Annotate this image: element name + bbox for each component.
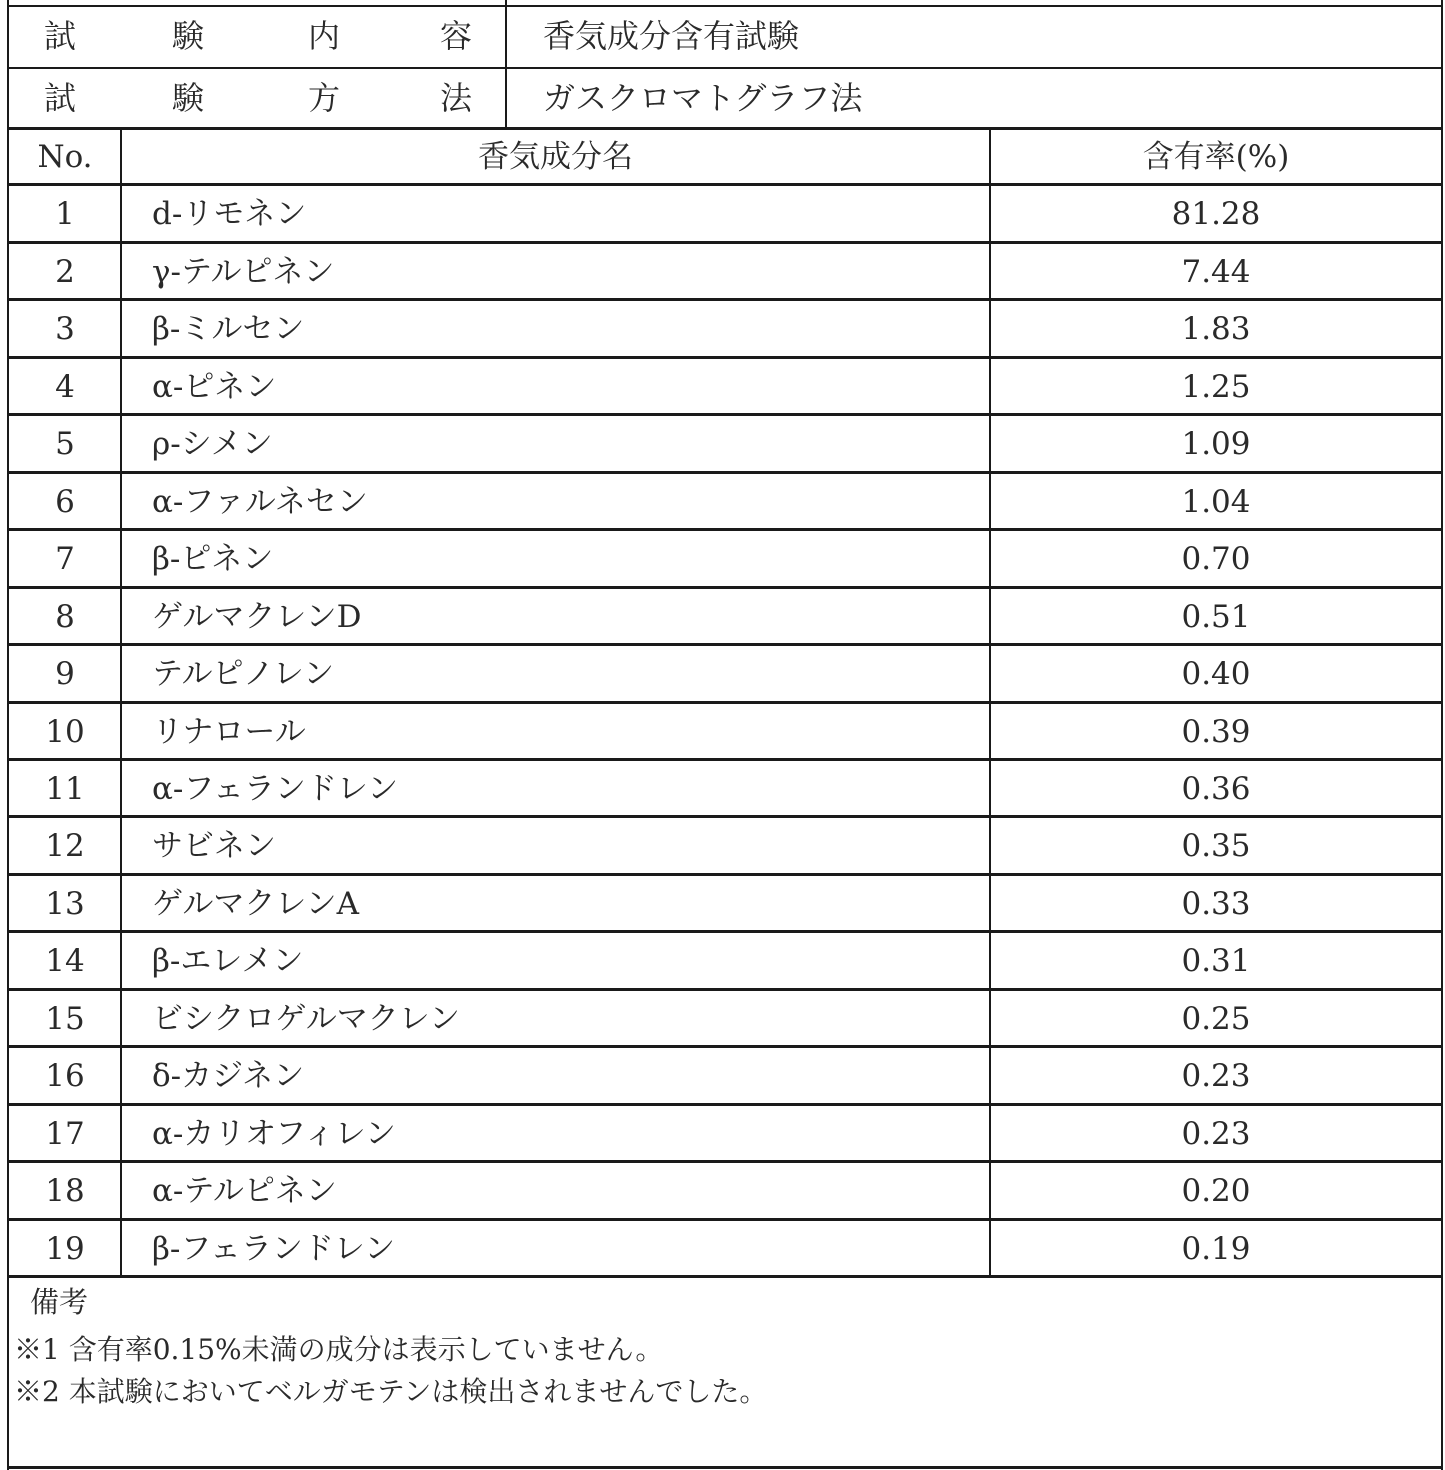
row-number: 19 [45, 1231, 85, 1267]
table-row-border [7, 1160, 1443, 1163]
component-name: α-フェランドレン [152, 771, 399, 807]
table-column-divider [120, 127, 122, 1277]
row-number: 15 [45, 1001, 85, 1037]
table-row-border [7, 413, 1443, 416]
component-name: リナロール [152, 714, 306, 750]
remark-note: ※1 含有率0.15%未満の成分は表示していません。 [14, 1333, 664, 1366]
column-header-percent: 含有率(%) [1142, 139, 1290, 175]
content-percent: 0.23 [1181, 1116, 1251, 1152]
table-bottom-border [7, 1466, 1443, 1469]
table-row-border [7, 183, 1443, 186]
row-number: 7 [55, 541, 75, 577]
table-row-border [7, 298, 1443, 301]
test-content-label-char: 容 [440, 17, 473, 55]
component-name: ゲルマクレンA [152, 886, 359, 922]
remarks-title: 備考 [30, 1285, 89, 1319]
table-row-border [7, 643, 1443, 646]
component-name: δ-カジネン [152, 1058, 305, 1094]
test-method-label-char: 方 [308, 79, 341, 117]
table-row-border [7, 930, 1443, 933]
table-row-border [7, 356, 1443, 359]
content-percent: 0.33 [1181, 886, 1251, 922]
row-number: 2 [55, 254, 75, 290]
column-header-name: 香気成分名 [478, 139, 633, 175]
row-number: 12 [45, 828, 85, 864]
header-row-divider [7, 67, 1443, 69]
row-number: 18 [45, 1173, 85, 1209]
test-content-label-char: 試 [44, 17, 77, 55]
row-number: 10 [45, 714, 85, 750]
remark-note: ※2 本試験においてベルガモテンは検出されませんでした。 [14, 1375, 768, 1408]
component-name: α-ピネン [152, 369, 277, 405]
table-row-border [7, 528, 1443, 531]
row-number: 5 [55, 426, 75, 462]
table-row-border [7, 241, 1443, 244]
component-name: β-エレメン [152, 943, 304, 979]
component-name: ゲルマクレンD [152, 599, 362, 635]
content-percent: 1.04 [1181, 484, 1251, 520]
component-name: ρ-シメン [152, 426, 273, 462]
component-name: α-テルピネン [152, 1173, 337, 1209]
table-row-border [7, 873, 1443, 876]
table-row-border [7, 815, 1443, 818]
component-name: β-フェランドレン [152, 1231, 396, 1267]
table-row-border [7, 758, 1443, 761]
content-percent: 0.35 [1181, 828, 1251, 864]
content-percent: 0.23 [1181, 1058, 1251, 1094]
table-row-border [7, 586, 1443, 589]
content-percent: 7.44 [1181, 254, 1251, 290]
table-row-border [7, 1275, 1443, 1278]
content-percent: 0.20 [1181, 1173, 1251, 1209]
row-number: 3 [55, 311, 75, 347]
row-number: 11 [45, 771, 85, 807]
row-number: 14 [45, 943, 85, 979]
content-percent: 0.70 [1181, 541, 1251, 577]
column-header-no: No. [37, 139, 93, 175]
table-row-border [7, 1103, 1443, 1106]
row-number: 1 [55, 196, 75, 232]
test-content-label-char: 内 [308, 17, 341, 55]
table-right-border [1441, 0, 1443, 1470]
table-row-border [7, 701, 1443, 704]
test-method-label-char: 試 [44, 79, 77, 117]
content-percent: 1.09 [1181, 426, 1251, 462]
table-left-border [7, 0, 9, 1470]
component-name: γ-テルピネン [152, 254, 335, 290]
row-number: 9 [55, 656, 75, 692]
row-number: 6 [55, 484, 75, 520]
test-content-value: 香気成分含有試験 [543, 17, 800, 55]
component-name: d-リモネン [152, 196, 307, 232]
test-method-label-char: 験 [172, 79, 205, 117]
component-name: サビネン [152, 828, 276, 864]
header-bottom-border [7, 127, 1443, 130]
row-number: 4 [55, 369, 75, 405]
content-percent: 0.36 [1181, 771, 1251, 807]
row-number: 17 [45, 1116, 85, 1152]
content-percent: 1.25 [1181, 369, 1251, 405]
component-name: テルピノレン [152, 656, 335, 692]
test-content-label-char: 験 [172, 17, 205, 55]
test-method-label-char: 法 [440, 79, 473, 117]
content-percent: 81.28 [1171, 196, 1261, 232]
content-percent: 0.31 [1181, 943, 1251, 979]
row-number: 16 [45, 1058, 85, 1094]
row-number: 8 [55, 599, 75, 635]
row-number: 13 [45, 886, 85, 922]
content-percent: 0.25 [1181, 1001, 1251, 1037]
content-percent: 1.83 [1181, 311, 1251, 347]
table-row-border [7, 988, 1443, 991]
component-name: β-ピネン [152, 541, 274, 577]
test-method-value: ガスクロマトグラフ法 [543, 79, 863, 117]
component-name: α-カリオフィレン [152, 1116, 396, 1152]
content-percent: 0.40 [1181, 656, 1251, 692]
table-row-border [7, 1045, 1443, 1048]
table-column-divider [989, 127, 991, 1277]
component-name: α-ファルネセン [152, 484, 368, 520]
content-percent: 0.39 [1181, 714, 1251, 750]
content-percent: 0.19 [1181, 1231, 1251, 1267]
component-name: β-ミルセン [152, 311, 305, 347]
header-column-divider [505, 0, 507, 130]
table-row-border [7, 471, 1443, 474]
header-top-border [7, 5, 1443, 7]
table-row-border [7, 1218, 1443, 1221]
content-percent: 0.51 [1181, 599, 1251, 635]
component-name: ビシクロゲルマクレン [152, 1001, 460, 1037]
